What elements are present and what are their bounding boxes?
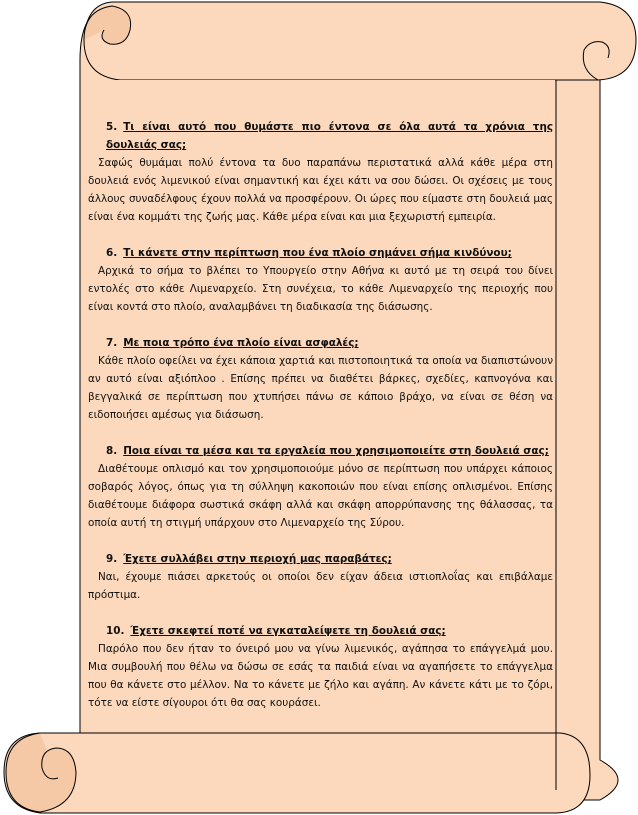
- answer-6: Αρχικά το σήμα το βλέπει το Υπουργείο στην Αθήνα κι αυτό με τη σειρά του δίνει εντολές στο κάθε Λιμεναρχείο. Στη συνέχεια, το κάθε Λιμεναρχείο της περιοχής που είναι κοντά στο πλοίο, αναλαμβάνει τη διαδικασία της διάσωσης.: [88, 265, 553, 313]
- answer-7: Κάθε πλοίο οφείλει να έχει κάποια χαρτιά και πιστοποιητικά τα οποία να διαπιστώνουν αν αυτό είναι αξιόπλοο . Επίσης πρέπει να διαθέτει βάρκες, σχεδίες, καπνογόνα και βεγγαλικά σε περίπτωση που χτυπήσει πάνω σε κάποιο βράχο, να είναι σε θέση να ειδοποιήσει αμέσως για διάσωση.: [88, 355, 553, 421]
- qa-block-5: [88, 118, 553, 226]
- top-roll: [84, 2, 636, 80]
- question-number: 8.: [106, 445, 118, 457]
- question-number: 9.: [106, 553, 118, 565]
- question-text: Τι κάνετε στην περίπτωση που ένα πλοίο σημάνει σήμα κινδύνου;: [123, 247, 512, 259]
- qa-block-7: [88, 334, 553, 424]
- question-5: [88, 118, 553, 154]
- question-text: Έχετε σκεφτεί ποτέ να εγκαταλείψετε τη δουλειά σας;: [130, 625, 446, 637]
- question-number: 5.: [106, 121, 118, 133]
- answer-8: Διαθέτουμε οπλισμό και τον χρησιμοποιούμε μόνο σε περίπτωση που υπάρχει κάποιος σοβαρός λόγος, όπως για τη σύλληψη κακοποιών που είναι επίσης οπλισμένοι. Επίσης διαθέτουμε διάφορα σωστικά σκάφη αλλά και σκάφη απορρύπανσης της θάλασσας, τα οποία αυτή τη στιγμή υπάρχουν στο Λιμεναρχείο της Σύρου.: [88, 463, 553, 529]
- question-text: Έχετε συλλάβει στην περιοχή μας παραβάτες;: [123, 553, 392, 565]
- question-number: 10.: [106, 625, 125, 637]
- answer-9: Ναι, έχουμε πιάσει αρκετούς οι οποίοι δεν είχαν άδεια ιστιοπλοΐας και επιβάλαμε πρόστιμα.: [88, 571, 553, 601]
- question-text: Ποια είναι τα μέσα και τα εργαλεία που χρησιμοποιείτε στη δουλειά σας;: [123, 445, 549, 457]
- question-7: [88, 334, 553, 352]
- qa-block-10: [88, 622, 553, 712]
- qa-block-6: [88, 244, 553, 316]
- question-6: [88, 244, 553, 262]
- qa-block-9: [88, 550, 553, 604]
- question-9: [88, 550, 553, 568]
- question-number: 6.: [106, 247, 118, 259]
- question-number: 7.: [106, 337, 118, 349]
- bottom-roll: [4, 733, 590, 813]
- interview-text: [88, 118, 553, 730]
- question-8: [88, 442, 553, 460]
- question-10: [88, 622, 553, 640]
- answer-5: Σαφώς θυμάμαι πολύ έντονα τα δυο παραπάνω περιστατικά αλλά κάθε μέρα στη δουλειά ενός λιμενικού είναι σημαντική και έχει κάτι να σου δώσει. Οι σχέσεις με τους άλλους συναδέλφους έχουν πολλά να προσφέρουν. Οι ώρες που είμαστε στη δουλειά μας είναι ένα κομμάτι της ζωής μας. Κάθε μέρα είναι και μια ξεχωριστή εμπειρία.: [88, 157, 553, 223]
- question-text: Με ποια τρόπο ένα πλοίο είναι ασφαλές;: [123, 337, 359, 349]
- answer-10: Παρόλο που δεν ήταν το όνειρό μου να γίνω λιμενικός, αγάπησα το επάγγελμά μου. Μια συμβουλή που θέλω να δώσω σε εσάς τα παιδιά είναι να αγαπήσετε το επάγγελμα που θα κάνετε στο μέλλον. Να το κάνετε με ζήλο και αγάπη. Αν κάνετε κάτι με το ζόρι, τότε να είστε σίγουροι ότι θα σας κουράσει.: [88, 643, 553, 709]
- qa-block-8: [88, 442, 553, 532]
- question-text: Τι είναι αυτό που θυμάστε πιο έντονα σε όλα αυτά τα χρόνια της δουλειάς σας;: [106, 121, 553, 151]
